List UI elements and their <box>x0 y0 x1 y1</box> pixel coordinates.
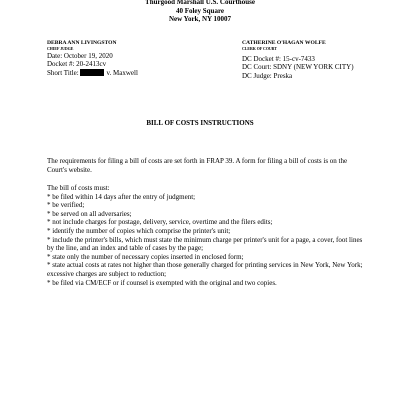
list-item: * be filed within 14 days after the entry of judgment; <box>47 192 196 201</box>
document-title: BILL OF COSTS INSTRUCTIONS <box>146 119 254 127</box>
requirements-list <box>47 184 367 287</box>
dc-judge-field: DC Judge: Preska <box>242 71 293 80</box>
dc-docket-field: DC Docket #: 15-cv-7433 <box>242 54 315 63</box>
courthouse-name: Thurgood Marshall U.S. Courthouse <box>145 0 255 6</box>
list-item: * be filed via CM/ECF or if counsel is exempted with the original and two copies. <box>47 278 277 287</box>
list-heading: The bill of costs must: <box>47 184 110 192</box>
clerk-name: CATHERINE O'HAGAN WOLFE <box>242 40 326 46</box>
court-header <box>0 0 400 24</box>
list-item: * state only the number of necessary copies inserted in enclosed form; <box>47 252 244 261</box>
list-item: * include the printer's bills, which must state the minimum charge per printer's unit for a page, a cover, foot lines by the line, and an index and table of cases by the page; <box>47 235 363 253</box>
courthouse-city: New York, NY 10007 <box>168 15 232 23</box>
intro-paragraph: The requirements for filing a bill of costs are set forth in FRAP 39. A form for filing a bill of costs is on the Court's website. <box>47 157 348 174</box>
case-info-left <box>47 40 207 77</box>
list-item: * be verified; <box>47 201 85 210</box>
list-item: * be served on all adversaries; <box>47 209 132 218</box>
short-title-field <box>47 69 207 78</box>
short-title-label: Short Title: <box>47 68 79 77</box>
list-item: * state actual costs at rates not higher than those generally charged for printing services in New York, New York; excessive charges are subject to reduction; <box>47 261 363 278</box>
dc-court-field: DC Court: SDNY (NEW YORK CITY) <box>242 63 354 72</box>
list-item: * not include charges for postage, delivery, service, overtime and the filers edits; <box>47 218 273 227</box>
clerk-title: CLERK OF COURT <box>242 46 277 51</box>
chief-judge-title: CHIEF JUDGE <box>47 46 74 51</box>
date-field: Date: October 19, 2020 <box>47 51 113 60</box>
redaction-box <box>80 69 104 76</box>
chief-judge-name: DEBRA ANN LIVINGSTON <box>47 40 117 46</box>
case-info-right <box>242 40 372 80</box>
courthouse-street: 40 Foley Square <box>175 6 225 15</box>
list-item: * identify the number of copies which comprise the printer's unit; <box>47 226 231 235</box>
short-title-value: v. Maxwell <box>106 68 138 77</box>
docket-field: Docket #: 20-2413cv <box>47 60 107 69</box>
